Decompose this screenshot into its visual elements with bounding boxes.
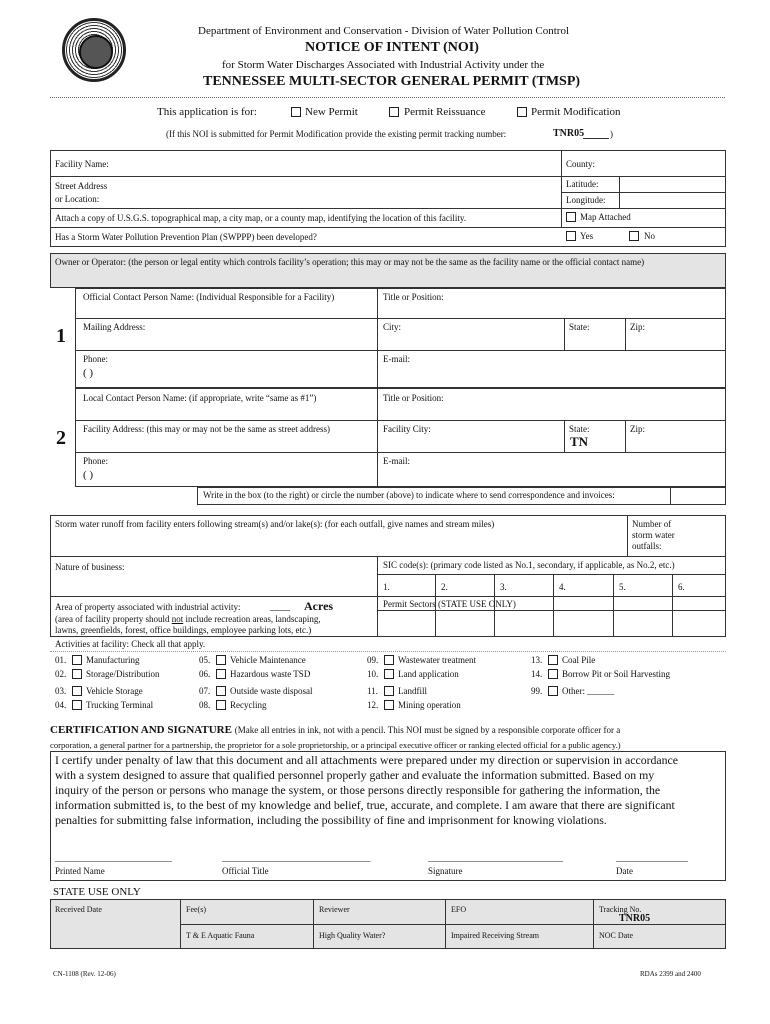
- sic-code-6[interactable]: 6.: [678, 582, 685, 592]
- zip-2-input[interactable]: [628, 436, 722, 450]
- permit-reissuance-label: Permit Reissuance: [404, 106, 486, 118]
- correspondence-instruction: Write in the box (to the right) or circle the number (above) to indicate where to send correspondence and invoices:: [203, 490, 615, 500]
- email-2-input[interactable]: [380, 468, 722, 485]
- city-label: City:: [383, 322, 402, 332]
- activity-trucking-checkbox[interactable]: [72, 700, 82, 710]
- activity-landfill-label: Landfill: [398, 686, 427, 696]
- swppp-yes-checkbox[interactable]: [566, 231, 576, 241]
- sic-code-4[interactable]: 4.: [559, 582, 566, 592]
- date-line[interactable]: ________________: [616, 853, 688, 863]
- activity-num-07: 07.: [199, 686, 211, 696]
- latitude-label: Latitude:: [566, 179, 599, 189]
- form-subtitle: for Storm Water Discharges Associated with Industrial Activity under the: [222, 59, 545, 71]
- owner-operator-input[interactable]: [52, 270, 724, 286]
- official-title-label: Official Title: [222, 866, 269, 876]
- sic-codes-label: SIC code(s): (primary code listed as No.1, secondary, if applicable, as No.2, etc.): [383, 560, 675, 570]
- activity-other-label[interactable]: Other: ______: [562, 686, 615, 696]
- activity-num-05: 05.: [199, 655, 211, 665]
- sic-code-2[interactable]: 2.: [441, 582, 448, 592]
- swppp-question: Has a Storm Water Pollution Prevention Plan (SWPPP) been developed?: [55, 232, 317, 242]
- activity-vehicle-maintenance-label: Vehicle Maintenance: [230, 655, 306, 665]
- official-title-line[interactable]: _________________________________: [222, 853, 371, 863]
- form-title: NOTICE OF INTENT (NOI): [305, 40, 479, 55]
- activity-storage-label: Storage/Distribution: [86, 669, 160, 679]
- local-contact-input[interactable]: [80, 405, 372, 418]
- facility-address-input[interactable]: [80, 436, 372, 450]
- owner-operator-label: Owner or Operator: (the person or legal entity which controls facility’s operation; this may or may not be the same as the facility name or the official contact name): [55, 257, 645, 267]
- te-aquatic-label: T & E Aquatic Fauna: [186, 931, 255, 940]
- facility-city-input[interactable]: [380, 436, 560, 450]
- activity-outside-waste-label: Outside waste disposal: [230, 686, 313, 696]
- zip-2-label: Zip:: [630, 424, 645, 434]
- activity-coal-pile-checkbox[interactable]: [548, 655, 558, 665]
- fees-label: Fee(s): [186, 905, 206, 914]
- latitude-input[interactable]: [621, 177, 724, 191]
- permit-modification-checkbox[interactable]: [517, 107, 527, 117]
- department-line: Department of Environment and Conservation - Division of Water Pollution Control: [198, 25, 570, 37]
- facility-name-input[interactable]: [130, 152, 555, 174]
- phone-2-input[interactable]: ( ): [83, 469, 94, 481]
- activity-hazardous-checkbox[interactable]: [216, 669, 226, 679]
- outfalls-label-1: Number of: [632, 519, 672, 529]
- certification-heading-line: CERTIFICATION AND SIGNATURE (Make all entries in ink, not with a pencil. This NOI must be signed by a responsible corporate officer for a: [50, 724, 621, 736]
- activity-vehicle-storage-checkbox[interactable]: [72, 686, 82, 696]
- email-input[interactable]: [380, 366, 722, 384]
- longitude-input[interactable]: [621, 193, 724, 207]
- local-contact-label: Local Contact Person Name: (if appropriate, write “same as #1”): [83, 393, 317, 403]
- map-instruction: Attach a copy of U.S.G.S. topographical map, a city map, or a county map, identifying the location of this facility.: [55, 213, 467, 223]
- cert-text-3: inquiry of the person or persons who manage the system, or those persons directly responsible for gathering the information, the: [55, 783, 661, 797]
- email-2-label: E-mail:: [383, 456, 410, 466]
- activity-borrow-pit-checkbox[interactable]: [548, 669, 558, 679]
- area-note-line-1: (area of facility property should not include recreation areas, landscaping,: [55, 614, 321, 624]
- activity-vehicle-maintenance-checkbox[interactable]: [216, 655, 226, 665]
- area-label: Area of property associated with industrial activity:: [55, 602, 241, 612]
- modification-note: (If this NOI is submitted for Permit Modification provide the existing permit tracking number:: [166, 129, 507, 139]
- cert-text-5: penalties for submitting false information, including the possibility of fine and imprisonment for knowing violations.: [55, 813, 607, 827]
- high-quality-label: High Quality Water?: [319, 931, 386, 940]
- activity-mining-checkbox[interactable]: [384, 700, 394, 710]
- permit-modification-label: Permit Modification: [531, 106, 621, 118]
- state-seal-logo: [62, 18, 126, 82]
- efo-label: EFO: [451, 905, 467, 914]
- activity-num-06: 06.: [199, 669, 211, 679]
- state-2-value: TN: [570, 434, 589, 449]
- map-attached-label: Map Attached: [580, 212, 631, 222]
- permit-sectors-label: Permit Sectors (STATE USE ONLY): [383, 599, 516, 609]
- application-for-label: This application is for:: [157, 106, 257, 118]
- phone-input[interactable]: ( ): [83, 367, 94, 379]
- phone-2-label: Phone:: [83, 456, 109, 466]
- outfalls-input[interactable]: [672, 540, 724, 554]
- mailing-address-label: Mailing Address:: [83, 322, 146, 332]
- tracking-prefix: TNR05: [553, 128, 585, 139]
- rdas-number: RDAs 2399 and 2400: [640, 970, 701, 978]
- longitude-label: Longitude:: [566, 195, 606, 205]
- swppp-no-label: No: [644, 231, 655, 241]
- location-label: or Location:: [55, 194, 100, 204]
- title-position-2-input[interactable]: [380, 405, 722, 418]
- activity-trucking-label: Trucking Terminal: [86, 700, 154, 710]
- activity-num-04: 04.: [55, 700, 67, 710]
- activity-num-12: 12.: [367, 700, 379, 710]
- activity-num-01: 01.: [55, 655, 67, 665]
- activity-storage-checkbox[interactable]: [72, 669, 82, 679]
- header-divider: [50, 97, 725, 98]
- reviewer-label: Reviewer: [319, 905, 350, 914]
- title-position-1-input[interactable]: [380, 304, 722, 316]
- new-permit-checkbox[interactable]: [291, 107, 301, 117]
- form-number: CN-1108 (Rev. 12-06): [53, 970, 116, 978]
- title-position-2-label: Title or Position:: [383, 393, 444, 403]
- area-note-line-2: lawns, greenfields, forest, office buildings, employee parking lots, etc.): [55, 625, 312, 635]
- activity-num-99: 99.: [531, 686, 543, 696]
- state-label: State:: [569, 322, 590, 332]
- noc-date-label: NOC Date: [599, 931, 633, 940]
- sic-code-3[interactable]: 3.: [500, 582, 507, 592]
- city-input[interactable]: [380, 334, 560, 348]
- nature-of-business-input[interactable]: [52, 574, 374, 594]
- activity-num-03: 03.: [55, 686, 67, 696]
- activity-manufacturing-checkbox[interactable]: [72, 655, 82, 665]
- zip-input[interactable]: [628, 334, 722, 348]
- email-label: E-mail:: [383, 354, 410, 364]
- activity-wastewater-checkbox[interactable]: [384, 655, 394, 665]
- activity-borrow-pit-label: Borrow Pit or Soil Harvesting: [562, 669, 670, 679]
- date-label: Date: [616, 866, 633, 876]
- signature-line[interactable]: ______________________________: [428, 853, 563, 863]
- contact-number-1[interactable]: 1: [56, 325, 66, 347]
- contact-number-2[interactable]: 2: [56, 427, 66, 449]
- certification-line-2: corporation, a general partner for a partnership, the proprietor for a sole proprietorship, or a principal executive officer or ranking elected official for a public agency.): [50, 740, 621, 750]
- tracking-no-label: Tracking No.: [599, 905, 642, 914]
- activity-num-09: 09.: [367, 655, 379, 665]
- state-use-header: STATE USE ONLY: [53, 886, 141, 898]
- activity-outside-waste-checkbox[interactable]: [216, 686, 226, 696]
- activity-landfill-checkbox[interactable]: [384, 686, 394, 696]
- map-attached-checkbox[interactable]: [566, 212, 576, 222]
- impaired-stream-label: Impaired Receiving Stream: [451, 931, 539, 940]
- street-address-label: Street Address: [55, 181, 108, 191]
- tracking-number-field[interactable]: [583, 138, 609, 139]
- activity-num-14: 14.: [531, 669, 543, 679]
- storm-runoff-label: Storm water runoff from facility enters following stream(s) and/or lake(s): (for each outfall, give names and stream miles): [55, 519, 495, 529]
- activity-land-application-checkbox[interactable]: [384, 669, 394, 679]
- activity-manufacturing-label: Manufacturing: [86, 655, 140, 665]
- activity-num-11: 11.: [367, 686, 378, 696]
- printed-name-label: Printed Name: [55, 866, 105, 876]
- mailing-address-input[interactable]: [80, 334, 372, 348]
- phone-label: Phone:: [83, 354, 109, 364]
- official-contact-label: Official Contact Person Name: (Individual Responsible for a Facility): [83, 292, 335, 302]
- received-date-label: Received Date: [55, 905, 102, 914]
- permit-reissuance-checkbox[interactable]: [389, 107, 399, 117]
- facility-address-label: Facility Address: (this may or may not be the same as street address): [83, 424, 330, 434]
- modification-note-close: ): [610, 129, 613, 139]
- swppp-no-checkbox[interactable]: [629, 231, 639, 241]
- activity-coal-pile-label: Coal Pile: [562, 655, 596, 665]
- activity-num-13: 13.: [531, 655, 543, 665]
- swppp-yes-label: Yes: [580, 231, 594, 241]
- permit-title: TENNESSEE MULTI-SECTOR GENERAL PERMIT (TMSP): [203, 74, 581, 89]
- cert-text-1: I certify under penalty of law that this document and all attachments were prepared under my direction or supervision in accordance: [55, 753, 679, 767]
- cert-text-2: with a system designed to assure that qualified personnel properly gather and evaluate the information submitted. Based on my: [55, 768, 655, 782]
- signature-label: Signature: [428, 866, 463, 876]
- state-input[interactable]: [567, 334, 622, 348]
- activities-header: Activities at facility: Check all that apply.: [55, 639, 206, 649]
- activity-recycling-label: Recycling: [230, 700, 267, 710]
- correspondence-box[interactable]: [670, 487, 726, 505]
- activity-num-08: 08.: [199, 700, 211, 710]
- activity-vehicle-storage-label: Vehicle Storage: [86, 686, 143, 696]
- sic-code-1[interactable]: 1.: [383, 582, 390, 592]
- activity-num-02: 02.: [55, 669, 67, 679]
- outfalls-label-2: storm water: [632, 530, 675, 540]
- activity-wastewater-label: Wastewater treatment: [398, 655, 476, 665]
- activity-hazardous-label: Hazardous waste TSD: [230, 669, 311, 679]
- nature-of-business-label: Nature of business:: [55, 562, 125, 572]
- activity-mining-label: Mining operation: [398, 700, 461, 710]
- state-2-label: State:: [569, 424, 590, 434]
- tracking-no-value: TNR05: [619, 913, 651, 924]
- activity-other-checkbox[interactable]: [548, 686, 558, 696]
- acres-label: Acres: [304, 599, 334, 613]
- zip-label: Zip:: [630, 322, 645, 332]
- printed-name-line[interactable]: __________________________: [55, 853, 172, 863]
- facility-city-label: Facility City:: [383, 424, 431, 434]
- storm-runoff-input[interactable]: [52, 532, 624, 554]
- cert-text-4: information submitted is, to the best of my knowledge and belief, true, accurate, and complete. I am aware that there are significant: [55, 798, 675, 812]
- new-permit-label: New Permit: [305, 106, 358, 118]
- title-position-1-label: Title or Position:: [383, 292, 444, 302]
- activity-land-application-label: Land application: [398, 669, 459, 679]
- activity-num-10: 10.: [367, 669, 379, 679]
- official-contact-input[interactable]: [80, 304, 372, 316]
- county-label: County:: [566, 159, 596, 169]
- area-input[interactable]: ____: [270, 601, 290, 612]
- facility-name-label: Facility Name:: [55, 159, 109, 169]
- outfalls-label-3: outfalls:: [632, 541, 662, 551]
- street-address-input[interactable]: [130, 178, 555, 206]
- activity-recycling-checkbox[interactable]: [216, 700, 226, 710]
- sic-code-5[interactable]: 5.: [619, 582, 626, 592]
- county-input[interactable]: [600, 152, 722, 174]
